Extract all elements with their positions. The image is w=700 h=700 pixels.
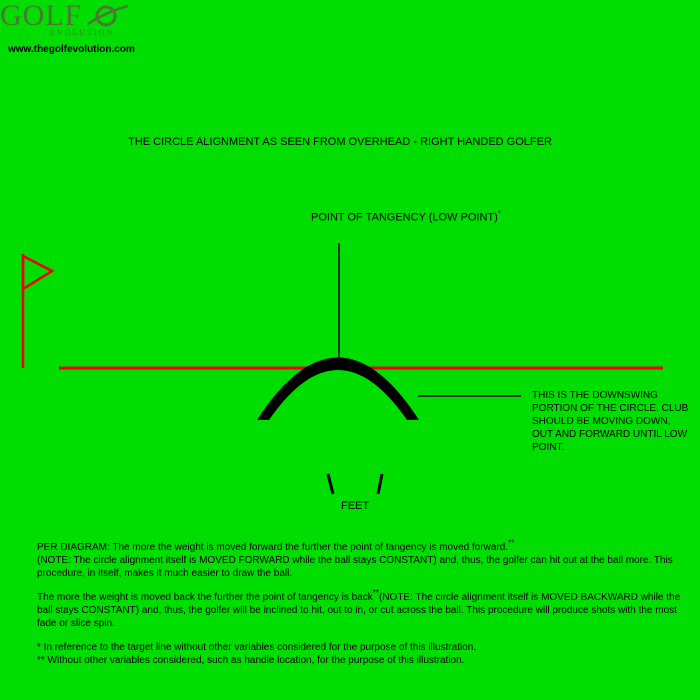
note-back — [37, 588, 687, 630]
logo-wordmark: GOLF — [0, 0, 83, 32]
downswing-label: THIS IS THE DOWNSWING PORTION OF THE CIRCLE. CLUB SHOULD BE MOVING DOWN, OUT AND FORWARD UNTIL LOW POINT. — [532, 390, 689, 453]
note-forward — [37, 538, 687, 580]
note-back-detail: (NOTE: The circle alignment itself is MOVED BACKWARD while the ball stays CONSTANT) and, thus, the golfer will be inclined to hit, out to in, or cut across the ball. This procedure will produce shots with the most fade or slice spin. — [37, 592, 681, 629]
footnote-single: * In reference to the target line without other variables considered for the purpose of this illustration. — [37, 642, 477, 653]
left-foot — [328, 474, 333, 494]
diagram-title: THE CIRCLE ALIGNMENT AS SEEN FROM OVERHEAD - RIGHT HANDED GOLFER — [128, 136, 552, 148]
note-forward-detail: (NOTE: The circle alignment itself is MOVED FORWARD while the ball stays CONSTANT) and, thus, the golfer can hit out at the ball more. This procedure, in itself, makes it much easier to draw the ball. — [37, 555, 673, 579]
flag-icon — [23, 256, 52, 289]
feet-label: FEET — [341, 500, 370, 512]
note-forward-mark: ** — [508, 538, 515, 548]
golf-ball — [346, 360, 357, 371]
footnote-double: ** Without other variables considered, such as handle location, for the purpose of this illustration. — [37, 655, 465, 666]
tangency-footnote-mark: * — [497, 209, 501, 218]
tangency-label-text: POINT OF TANGENCY (LOW POINT) — [311, 211, 498, 224]
logo-subtitle: EVOLUTION — [50, 28, 115, 37]
note-forward-text: PER DIAGRAM: The more the weight is moved forward the further the point of tangency is moved forward. — [37, 542, 509, 553]
logo-url: www.thegolfevolution.com — [8, 44, 135, 55]
diagram-notes — [37, 538, 687, 667]
right-foot — [378, 474, 382, 494]
note-back-mark: ** — [372, 588, 379, 598]
note-back-text: The more the weight is moved back the further the point of tangency is back — [37, 592, 373, 603]
